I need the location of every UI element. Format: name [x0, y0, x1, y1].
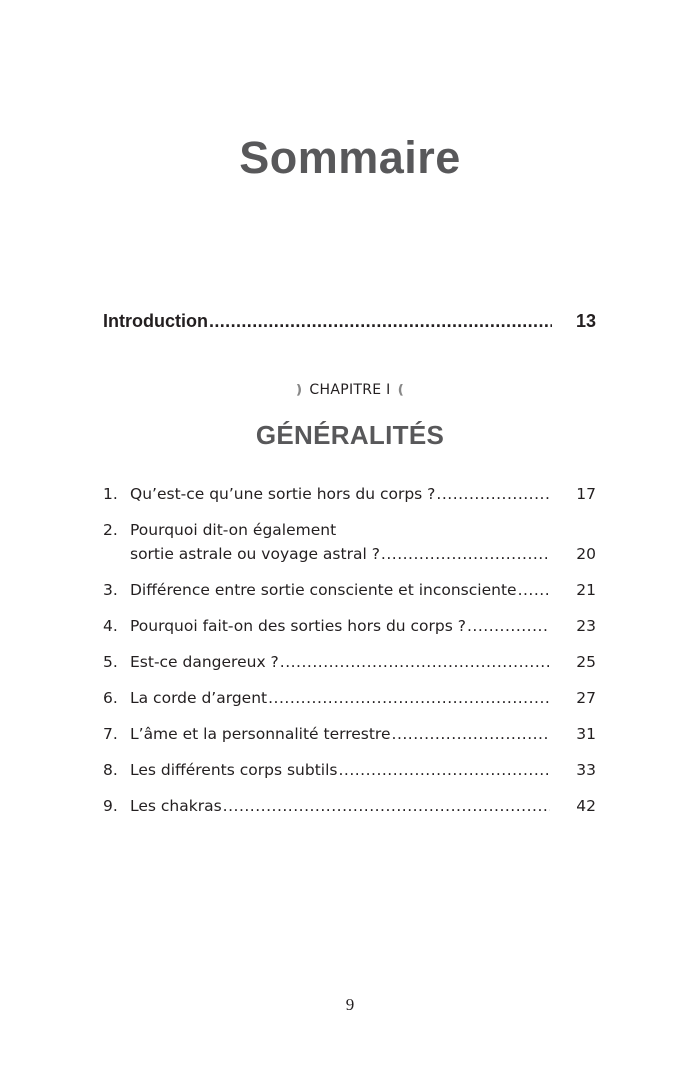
toc-introduction-page: 13: [575, 311, 596, 331]
toc-item[interactable]: [103, 518, 596, 566]
toc-item-number: 7.: [103, 725, 118, 743]
page-number: 9: [345, 995, 355, 1014]
toc-item-line: [130, 482, 550, 506]
toc-item-number: 9.: [103, 797, 118, 815]
toc-item-title: [130, 482, 550, 506]
toc-item[interactable]: [103, 482, 596, 506]
toc-item-line: [130, 758, 550, 782]
toc-item-number: 6.: [103, 689, 118, 707]
dot-leader: [280, 650, 550, 674]
toc-item-number: 2.: [103, 521, 118, 539]
ornament-right-icon: ❪: [395, 383, 407, 398]
toc-item-line: [130, 614, 550, 638]
toc-item-title: [130, 650, 550, 674]
toc-introduction-row[interactable]: [103, 308, 596, 334]
toc-item-text: Pourquoi dit-on également: [130, 521, 337, 539]
toc-item-text: Pourquoi fait-on des sorties hors du corps ?: [130, 617, 466, 635]
toc-item-page: 23: [576, 617, 596, 635]
dot-leader: [338, 758, 550, 782]
toc-item[interactable]: [103, 722, 596, 746]
toc-item-page: 42: [576, 797, 596, 815]
toc-item-title: [130, 722, 550, 746]
toc-item-number: 1.: [103, 485, 118, 503]
toc-item-line: [130, 578, 550, 602]
toc-item-page: 25: [576, 653, 596, 671]
toc-item-page: 20: [576, 545, 596, 563]
chapter-label: [0, 380, 700, 401]
toc-item-text: Les différents corps subtils: [130, 761, 338, 779]
table-of-contents: [103, 482, 596, 830]
chapter-title: GÉNÉRALITÉS: [255, 420, 445, 450]
toc-item-line: [130, 686, 550, 710]
toc-item-page: 31: [576, 725, 596, 743]
toc-item-text: Est-ce dangereux ?: [130, 653, 279, 671]
toc-item-title: [130, 518, 550, 566]
toc-item-line: [130, 518, 550, 542]
toc-item-title: [130, 686, 550, 710]
dot-leader: [467, 614, 550, 638]
toc-item[interactable]: [103, 614, 596, 638]
toc-item[interactable]: [103, 758, 596, 782]
toc-item-number: 8.: [103, 761, 118, 779]
dot-leader: [518, 578, 550, 602]
toc-item-title: [130, 578, 550, 602]
toc-item[interactable]: [103, 650, 596, 674]
toc-item-title: [130, 758, 550, 782]
toc-item-title: [130, 614, 550, 638]
ornament-left-icon: ❫: [293, 383, 305, 398]
dot-leader: [381, 542, 550, 566]
toc-item-text: La corde d’argent: [130, 689, 268, 707]
toc-item-line: [130, 794, 550, 818]
dot-leader: [436, 482, 550, 506]
toc-introduction-label: Introduction: [103, 311, 208, 331]
toc-item-number: 3.: [103, 581, 118, 599]
toc-item-page: 33: [576, 761, 596, 779]
dot-leader: [223, 794, 550, 818]
toc-item[interactable]: [103, 686, 596, 710]
toc-item[interactable]: [103, 794, 596, 818]
toc-item[interactable]: [103, 578, 596, 602]
toc-item-page: 21: [576, 581, 596, 599]
toc-item-page: 17: [576, 485, 596, 503]
toc-item-title: [130, 794, 550, 818]
dot-leader: [209, 308, 552, 334]
toc-item-text: sortie astrale ou voyage astral ?: [130, 545, 380, 563]
toc-item-text: Les chakras: [130, 797, 222, 815]
toc-item-text: Qu’est-ce qu’une sortie hors du corps ?: [130, 485, 436, 503]
toc-item-text: L’âme et la personnalité terrestre: [130, 725, 391, 743]
chapter-label-text: CHAPITRE I: [309, 382, 391, 398]
toc-item-number: 5.: [103, 653, 118, 671]
toc-item-line: [130, 650, 550, 674]
toc-item-number: 4.: [103, 617, 118, 635]
toc-item-page: 27: [576, 689, 596, 707]
toc-item-line: [130, 722, 550, 746]
dot-leader: [392, 722, 550, 746]
toc-item-text: Différence entre sortie consciente et inconsciente: [130, 581, 517, 599]
dot-leader: [268, 686, 550, 710]
page-title: Sommaire: [239, 132, 461, 183]
toc-item-line: [130, 542, 550, 566]
